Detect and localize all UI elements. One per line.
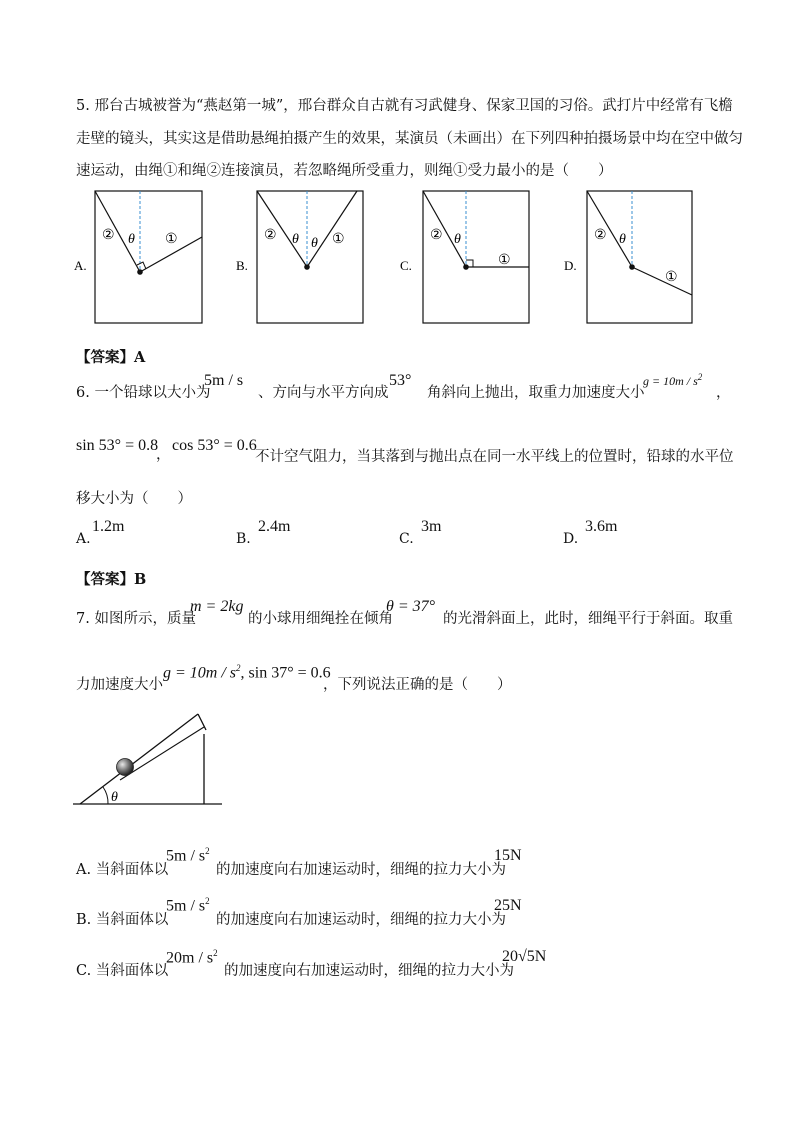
option-letter-c: C. <box>400 258 412 273</box>
q7-option-a: A. 当斜面体以 <box>76 862 169 878</box>
q7-incline-figure <box>70 700 230 810</box>
rope-2-label: ② <box>264 228 277 243</box>
q6-option-b-value: 2.4m <box>258 518 291 535</box>
rope-1-label: ① <box>665 270 678 285</box>
q7-angle-text: 的小球用细绳拴在倾角 <box>248 611 393 627</box>
q7-option-b: B. 当斜面体以 <box>76 912 169 928</box>
string <box>120 727 204 780</box>
q5-figure-c <box>398 185 538 330</box>
q6-option-d-value: 3.6m <box>585 518 618 535</box>
q6-comma: ， <box>716 385 731 401</box>
rope-1 <box>632 267 692 295</box>
q6-option-d-letter: D. <box>563 531 579 547</box>
q7-option-b-value: 25N <box>494 897 522 914</box>
q6-option-b-letter: B. <box>236 531 251 547</box>
q5-line-1: 5. 邢台古城被誉为“燕赵第一城”，邢台群众自古就有习武健身、保家卫国的习俗。武打片中经常有飞檐 <box>76 98 733 114</box>
rope-1-label: ① <box>165 232 178 247</box>
q5-figure-b <box>232 185 372 330</box>
option-letter-a: A. <box>74 258 87 273</box>
frame <box>423 191 529 323</box>
q6-intro: 6. 一个铅球以大小为 <box>76 385 211 401</box>
q6-gravity-text: 角斜向上抛出，取重力加速度大小 <box>427 385 645 401</box>
actor-point <box>304 264 310 270</box>
actor-point <box>629 264 635 270</box>
actor-point <box>463 264 469 270</box>
option-letter-b: B. <box>236 258 248 273</box>
ball <box>117 759 134 776</box>
angle-arc <box>103 787 108 804</box>
q6-option-a-value: 1.2m <box>92 518 125 535</box>
q7-option-c-mid: 的加速度向右加速运动时，细绳的拉力大小为 <box>224 963 514 979</box>
incline-surface <box>80 714 198 804</box>
q7-question-end: ，下列说法正确的是（ ） <box>323 677 512 693</box>
q5-figure-d <box>562 185 702 330</box>
q7-option-a-value: 15N <box>494 847 522 864</box>
q7-intro: 7. 如图所示，质量 <box>76 611 196 627</box>
q7-option-a-acc: $5m / s^2$ <box>166 846 210 865</box>
q7-option-c-acc: $20m / s^2$ <box>166 948 218 967</box>
theta-label: θ <box>111 790 118 805</box>
peg <box>198 714 206 730</box>
rope-1-label: ① <box>332 232 345 247</box>
q7-angle: θ = 37° <box>386 598 436 615</box>
q7-slope-text: 的光滑斜面上，此时，细绳平行于斜面。取重 <box>443 611 733 627</box>
q7-option-c-value: 20√5N <box>502 948 547 965</box>
q5-answer: 【答案】A <box>76 349 146 366</box>
q6-option-c-letter: C. <box>399 531 414 547</box>
q5-figure-a <box>70 185 210 330</box>
q6-speed: 5m / s <box>204 372 244 389</box>
q5-line-3: 速运动，由绳①和绳②连接演员，若忽略绳所受重力，则绳①受力最小的是（ ） <box>76 163 613 179</box>
q6-angle: 53° <box>389 372 412 389</box>
rope-1-label: ① <box>498 253 511 268</box>
actor-point <box>137 269 143 275</box>
q6-comma-2: ， <box>156 447 171 463</box>
theta-label-right: θ <box>311 236 318 251</box>
q5-line-2: 走壁的镜头，其实这是借助悬绳拍摄产生的效果，某演员（未画出）在下列四种拍摄场景中均在空中做匀 <box>76 131 743 147</box>
q7-gravity-value: $g = 10m / s^2$, sin 37° = 0.6 <box>163 663 331 682</box>
rope-2-label: ② <box>102 228 115 243</box>
option-letter-d: D. <box>564 258 577 273</box>
q7-option-b-acc: $5m / s^2$ <box>166 896 210 915</box>
q7-mass: m = 2kg <box>190 598 244 615</box>
q6-option-c-value: 3m <box>421 518 442 535</box>
q7-option-a-mid: 的加速度向右加速运动时，细绳的拉力大小为 <box>216 862 506 878</box>
theta-label: θ <box>454 232 461 247</box>
theta-label: θ <box>619 232 626 247</box>
q6-sin53: sin 53° = 0.8 <box>76 437 159 454</box>
theta-label-left: θ <box>292 232 299 247</box>
q6-option-a-letter: A. <box>76 531 91 547</box>
rope-1 <box>307 191 357 267</box>
frame <box>95 191 202 323</box>
frame <box>587 191 692 323</box>
q6-question-end: 移大小为（ ） <box>76 491 192 507</box>
q6-cos53: cos 53° = 0.6 <box>172 437 257 454</box>
q7-option-b-mid: 的加速度向右加速运动时，细绳的拉力大小为 <box>216 912 506 928</box>
rope-2-label: ② <box>430 228 443 243</box>
rope-2-label: ② <box>594 228 607 243</box>
q6-answer: 【答案】B <box>76 571 147 588</box>
q6-condition-text: 不计空气阻力，当其落到与抛出点在同一水平线上的位置时，铅球的水平位 <box>255 449 734 465</box>
theta-label: θ <box>128 232 135 247</box>
frame <box>257 191 363 323</box>
q6-direction-text: 、方向与水平方向成 <box>258 385 389 401</box>
q7-option-c: C. 当斜面体以 <box>76 963 169 979</box>
q7-gravity-text: 力加速度大小 <box>76 677 163 693</box>
q6-gravity-value: $g = 10m / s^2$ <box>643 372 703 388</box>
